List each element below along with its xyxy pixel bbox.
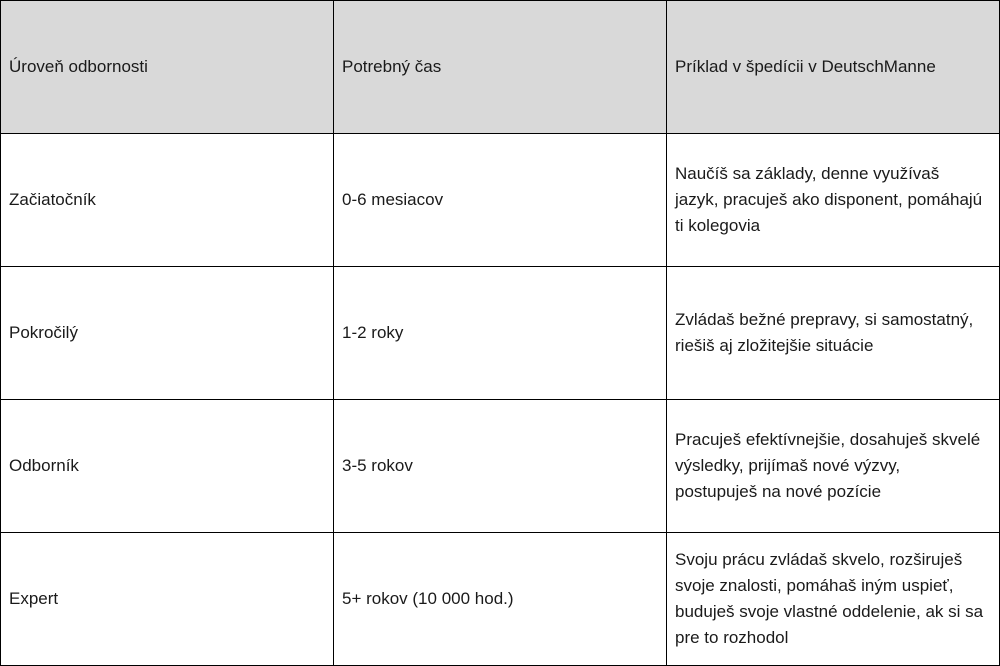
header-level: Úroveň odbornosti xyxy=(1,1,334,134)
table-row xyxy=(1,533,1000,666)
header-row xyxy=(1,1,1000,134)
cell-time: 3-5 rokov xyxy=(334,400,667,533)
cell-example: Pracuješ efektívnejšie, dosahuješ skvelé výsledky, prijímaš nové výzvy, postupuješ na nové pozície xyxy=(667,400,1000,533)
cell-level: Začiatočník xyxy=(1,134,334,267)
cell-level: Odborník xyxy=(1,400,334,533)
table-header xyxy=(1,1,1000,134)
cell-level: Expert xyxy=(1,533,334,666)
cell-time: 5+ rokov (10 000 hod.) xyxy=(334,533,667,666)
cell-level: Pokročilý xyxy=(1,267,334,400)
table-row xyxy=(1,134,1000,267)
cell-example: Svoju prácu zvládaš skvelo, rozširuješ svoje znalosti, pomáhaš iným uspieť, buduješ svoje vlastné oddelenie, ak si sa pre to rozhodol xyxy=(667,533,1000,666)
table-body xyxy=(1,134,1000,666)
cell-example: Naučíš sa základy, denne využívaš jazyk, pracuješ ako disponent, pomáhajú ti kolegovia xyxy=(667,134,1000,267)
header-example: Príklad v špedícii v DeutschManne xyxy=(667,1,1000,134)
cell-time: 0-6 mesiacov xyxy=(334,134,667,267)
header-time: Potrebný čas xyxy=(334,1,667,134)
table-row xyxy=(1,400,1000,533)
cell-time: 1-2 roky xyxy=(334,267,667,400)
table-row xyxy=(1,267,1000,400)
cell-example: Zvládaš bežné prepravy, si samostatný, riešiš aj zložitejšie situácie xyxy=(667,267,1000,400)
